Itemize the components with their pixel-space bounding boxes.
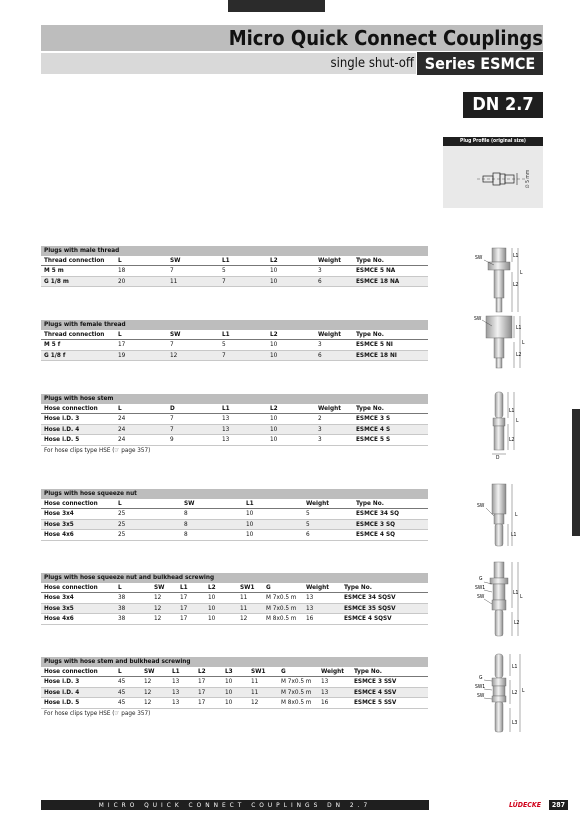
g-dimension-label: G	[479, 675, 483, 681]
column-header: L1	[219, 256, 267, 266]
table-cell: 7	[167, 414, 219, 425]
table-cell: Hose i.D. 3	[41, 677, 115, 688]
l2-dimension-label: L2	[509, 437, 515, 443]
table-cell: ESMCE 35 SQSV	[341, 603, 428, 614]
table-cell: Hose i.D. 4	[41, 424, 115, 435]
table-cell: 3	[315, 435, 353, 446]
g-dimension-label: G	[479, 576, 483, 582]
sw1-dimension-label: SW1	[475, 684, 486, 690]
table-cell: M 7x0.5 m	[278, 687, 318, 698]
sw-dimension-label: SW	[474, 316, 482, 322]
table-cell: 10	[205, 603, 237, 614]
column-header: SW	[181, 499, 243, 509]
table-cell: Hose i.D. 3	[41, 414, 115, 425]
column-header: L	[115, 256, 167, 266]
female-thread-plug-drawing	[470, 312, 530, 372]
table-cell: ESMCE 5 S	[353, 435, 428, 446]
table-cell: 10	[243, 509, 303, 520]
table-row	[41, 276, 428, 287]
column-header: Thread connection	[41, 330, 115, 340]
table-cell: M 5 m	[41, 266, 115, 277]
table-hose-stem	[41, 394, 428, 446]
table-cell: 45	[115, 687, 141, 698]
column-header: L1	[219, 330, 267, 340]
plug-profile-label: Plug Profile (original size)	[443, 137, 543, 146]
table-cell: M 7x0.5 m	[263, 603, 303, 614]
table-cell: 13	[318, 687, 351, 698]
table-cell: 38	[115, 603, 151, 614]
column-header: L	[115, 583, 151, 593]
table-cell: G 1/8 m	[41, 276, 115, 287]
table-cell: 3	[315, 266, 353, 277]
table-title: Plugs with hose squeeze nut	[41, 489, 428, 499]
table-cell: ESMCE 34 SQ	[353, 509, 428, 520]
sw-dimension-label: SW	[477, 693, 485, 699]
squeeze-nut-plug-drawing	[470, 480, 530, 550]
table-cell: 12	[151, 603, 177, 614]
table-cell: 7	[167, 266, 219, 277]
top-tab-marker	[228, 0, 325, 12]
table-cell: 12	[237, 614, 263, 625]
table-cell: 13	[169, 687, 195, 698]
column-header: SW1	[248, 667, 278, 677]
table-cell: 10	[205, 614, 237, 625]
column-header: L1	[243, 499, 303, 509]
side-tab-marker	[572, 409, 580, 536]
table-cell: 5	[303, 509, 353, 520]
column-header: Type No.	[341, 583, 428, 593]
table-cell: 17	[195, 677, 222, 688]
plug-profile-drawing	[443, 146, 543, 208]
column-header: Type No.	[353, 330, 428, 340]
table-squeeze-nut-bulkhead	[41, 573, 428, 625]
table-cell: M 7x0.5 m	[263, 593, 303, 604]
table-cell: 17	[115, 340, 167, 351]
squeeze-nut-bulkhead-plug-drawing	[470, 560, 530, 640]
l3-dimension-label: L3	[512, 720, 518, 726]
table-cell: 6	[315, 276, 353, 287]
table-cell: 11	[248, 687, 278, 698]
footer-title: MICRO QUICK CONNECT COUPLINGS DN 2.7	[41, 800, 429, 810]
l2-dimension-label: L2	[513, 282, 519, 288]
table-cell: ESMCE 5 NI	[353, 340, 428, 351]
column-header: Thread connection	[41, 256, 115, 266]
column-header: L1	[177, 583, 205, 593]
table-cell: 8	[181, 509, 243, 520]
table-cell: 5	[219, 266, 267, 277]
table-cell: 7	[219, 350, 267, 361]
column-header: Type No.	[353, 256, 428, 266]
table-cell: 9	[167, 435, 219, 446]
table-cell: 10	[267, 266, 315, 277]
table-cell: 13	[169, 698, 195, 709]
column-header: SW1	[237, 583, 263, 593]
column-header: Hose connection	[41, 667, 115, 677]
column-header: L2	[267, 256, 315, 266]
column-header: L1	[169, 667, 195, 677]
table-cell: M 5 f	[41, 340, 115, 351]
page-title: Micro Quick Connect Couplings	[228, 26, 543, 50]
column-header: G	[263, 583, 303, 593]
table-cell: 19	[115, 350, 167, 361]
table-cell: ESMCE 18 NI	[353, 350, 428, 361]
table-cell: M 7x0.5 m	[278, 677, 318, 688]
table-cell: Hose 3x5	[41, 519, 115, 530]
table-row	[41, 509, 428, 520]
table-cell: 17	[177, 614, 205, 625]
l1-dimension-label: L1	[513, 590, 519, 596]
l1-dimension-label: L1	[516, 325, 522, 331]
table-row	[41, 687, 428, 698]
column-header: L	[115, 499, 181, 509]
table-title: Plugs with hose stem	[41, 394, 428, 404]
table-row	[41, 677, 428, 688]
sw-dimension-label: SW	[475, 255, 483, 261]
column-header: Weight	[303, 583, 341, 593]
table-squeeze-nut	[41, 489, 428, 541]
table-cell: ESMCE 34 SQSV	[341, 593, 428, 604]
l1-dimension-label: L1	[511, 532, 517, 538]
table-cell: ESMCE 18 NA	[353, 276, 428, 287]
table-male-thread	[41, 246, 428, 287]
l-dimension-label: L	[520, 270, 523, 276]
sw1-dimension-label: SW1	[475, 585, 486, 591]
table-cell: 5	[219, 340, 267, 351]
table-row	[41, 530, 428, 541]
column-header: Type No.	[351, 667, 428, 677]
table-cell: ESMCE 3 SSV	[351, 677, 428, 688]
table-cell: 24	[115, 435, 167, 446]
table-cell: 10	[267, 424, 315, 435]
table-cell: 12	[151, 593, 177, 604]
hose-clip-note: For hose clips type HSE (☞ page 357)	[44, 447, 151, 454]
table-cell: 16	[303, 614, 341, 625]
table-cell: Hose 3x5	[41, 603, 115, 614]
male-thread-plug-drawing	[470, 244, 530, 316]
column-header: D	[167, 404, 219, 414]
table-cell: 10	[267, 435, 315, 446]
table-cell: Hose i.D. 5	[41, 698, 115, 709]
table-cell: 11	[237, 603, 263, 614]
table-cell: ESMCE 4 SQSV	[341, 614, 428, 625]
l-dimension-label: L	[522, 340, 525, 346]
table-cell: 24	[115, 424, 167, 435]
series-badge: Series ESMCE	[417, 52, 543, 75]
table-cell: 16	[318, 698, 351, 709]
column-header: SW	[141, 667, 169, 677]
column-header: Type No.	[353, 404, 428, 414]
l2-dimension-label: L2	[514, 620, 520, 626]
column-header: L	[115, 667, 141, 677]
table-cell: 10	[243, 519, 303, 530]
table-cell: 6	[303, 530, 353, 541]
table-cell: 11	[237, 593, 263, 604]
table-cell: ESMCE 5 SSV	[351, 698, 428, 709]
table-cell: 12	[141, 687, 169, 698]
profile-diameter-label: ∅ 5 mm	[525, 169, 531, 189]
table-cell: 6	[315, 350, 353, 361]
table-cell: M 8x0.5 m	[263, 614, 303, 625]
table-cell: 7	[167, 340, 219, 351]
table-cell: 2	[315, 414, 353, 425]
table-cell: 13	[219, 435, 267, 446]
table-cell: 20	[115, 276, 167, 287]
table-row	[41, 519, 428, 530]
sw-dimension-label: SW	[477, 594, 485, 600]
table-cell: Hose 3x4	[41, 593, 115, 604]
l-dimension-label: L	[516, 418, 519, 424]
table-cell: 10	[222, 698, 248, 709]
table-cell: 10	[267, 340, 315, 351]
table-cell: 13	[318, 677, 351, 688]
table-cell: 8	[181, 530, 243, 541]
table-title: Plugs with hose squeeze nut and bulkhead screwing	[41, 573, 428, 583]
hose-stem-bulkhead-plug-drawing	[470, 650, 530, 736]
plug-profile-panel	[443, 146, 543, 208]
table-cell: ESMCE 4 S	[353, 424, 428, 435]
table-cell: 13	[219, 414, 267, 425]
table-title: Plugs with male thread	[41, 246, 428, 256]
table-cell: ESMCE 5 NA	[353, 266, 428, 277]
table-cell: 25	[115, 509, 181, 520]
column-header: L2	[267, 404, 315, 414]
table-cell: 10	[267, 350, 315, 361]
table-row	[41, 340, 428, 351]
table-row	[41, 350, 428, 361]
l-dimension-label: L	[520, 594, 523, 600]
table-cell: 10	[222, 687, 248, 698]
l1-dimension-label: L1	[509, 408, 515, 414]
d-dimension-label: D	[496, 455, 500, 460]
table-cell: Hose 4x6	[41, 530, 115, 541]
table-cell: 12	[141, 677, 169, 688]
column-header: L2	[195, 667, 222, 677]
table-row	[41, 424, 428, 435]
table-cell: 5	[303, 519, 353, 530]
table-female-thread	[41, 320, 428, 361]
table-cell: Hose i.D. 4	[41, 687, 115, 698]
sw-dimension-label: SW	[477, 503, 485, 509]
dn-badge: DN 2.7	[463, 92, 543, 118]
table-cell: Hose 3x4	[41, 509, 115, 520]
page-number: 287	[549, 800, 568, 810]
table-cell: 13	[219, 424, 267, 435]
l1-dimension-label: L1	[512, 664, 518, 670]
l-dimension-label: L	[515, 512, 518, 518]
column-header: Weight	[315, 404, 353, 414]
column-header: SW	[167, 256, 219, 266]
table-cell: 12	[151, 614, 177, 625]
table-cell: 38	[115, 614, 151, 625]
table-cell: 12	[141, 698, 169, 709]
l1-dimension-label: L1	[513, 253, 519, 259]
column-header: Weight	[315, 330, 353, 340]
table-title: Plugs with female thread	[41, 320, 428, 330]
table-cell: 18	[115, 266, 167, 277]
table-cell: 8	[181, 519, 243, 530]
table-row	[41, 614, 428, 625]
table-cell: 10	[222, 677, 248, 688]
table-cell: 7	[167, 424, 219, 435]
table-cell: 3	[315, 424, 353, 435]
column-header: L	[115, 330, 167, 340]
column-header: Weight	[318, 667, 351, 677]
table-row	[41, 266, 428, 277]
column-header: Type No.	[353, 499, 428, 509]
table-cell: 12	[248, 698, 278, 709]
table-cell: 24	[115, 414, 167, 425]
l2-dimension-label: L2	[516, 352, 522, 358]
table-cell: 12	[167, 350, 219, 361]
table-row	[41, 593, 428, 604]
column-header: L	[115, 404, 167, 414]
column-header: Weight	[315, 256, 353, 266]
table-hose-stem-bulkhead	[41, 657, 428, 709]
table-row	[41, 698, 428, 709]
table-cell: ESMCE 3 S	[353, 414, 428, 425]
table-cell: 17	[195, 698, 222, 709]
table-cell: ESMCE 4 SQ	[353, 530, 428, 541]
table-cell: G 1/8 f	[41, 350, 115, 361]
table-title: Plugs with hose stem and bulkhead screwing	[41, 657, 428, 667]
table-cell: Hose i.D. 5	[41, 435, 115, 446]
table-cell: 17	[177, 593, 205, 604]
column-header: L1	[219, 404, 267, 414]
table-cell: 11	[167, 276, 219, 287]
table-cell: ESMCE 4 SSV	[351, 687, 428, 698]
column-header: Hose connection	[41, 404, 115, 414]
table-cell: 45	[115, 677, 141, 688]
table-cell: 13	[303, 603, 341, 614]
table-cell: 13	[169, 677, 195, 688]
table-row	[41, 435, 428, 446]
table-cell: 13	[303, 593, 341, 604]
table-cell: 7	[219, 276, 267, 287]
table-cell: 17	[195, 687, 222, 698]
table-cell: 45	[115, 698, 141, 709]
table-cell: 10	[205, 593, 237, 604]
hose-clip-note: For hose clips type HSE (☞ page 357)	[44, 710, 151, 717]
l-dimension-label: L	[522, 688, 525, 694]
table-cell: 17	[177, 603, 205, 614]
table-cell: 25	[115, 530, 181, 541]
table-cell: 10	[267, 276, 315, 287]
column-header: L3	[222, 667, 248, 677]
table-row	[41, 603, 428, 614]
column-header: Weight	[303, 499, 353, 509]
l2-dimension-label: L2	[512, 690, 518, 696]
column-header: SW	[167, 330, 219, 340]
table-cell: 25	[115, 519, 181, 530]
table-cell: ESMCE 3 SQ	[353, 519, 428, 530]
column-header: Hose connection	[41, 499, 115, 509]
column-header: G	[278, 667, 318, 677]
page-subtitle: single shut-off	[330, 56, 414, 71]
column-header: SW	[151, 583, 177, 593]
table-cell: 10	[243, 530, 303, 541]
table-cell: Hose 4x6	[41, 614, 115, 625]
column-header: L2	[205, 583, 237, 593]
table-cell: 38	[115, 593, 151, 604]
column-header: Hose connection	[41, 583, 115, 593]
table-cell: 3	[315, 340, 353, 351]
table-cell: 10	[267, 414, 315, 425]
table-cell: M 8x0.5 m	[278, 698, 318, 709]
column-header: L2	[267, 330, 315, 340]
hose-stem-plug-drawing	[470, 388, 530, 460]
brand-logo: LÜDECKE	[509, 801, 542, 809]
table-row	[41, 414, 428, 425]
table-cell: 11	[248, 677, 278, 688]
